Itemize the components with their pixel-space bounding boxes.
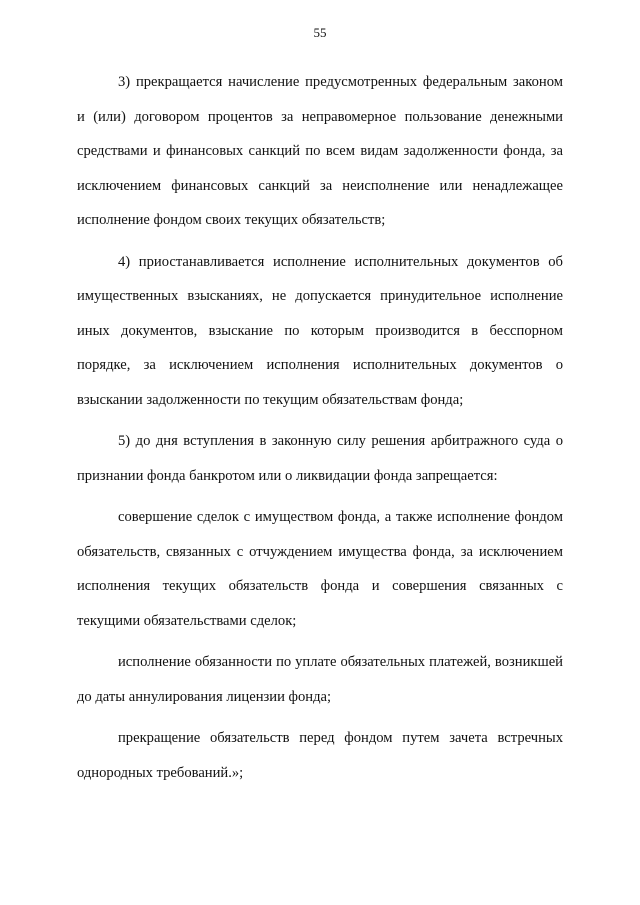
page-number: 55 [313,25,327,40]
paragraph-subitem-transactions: совершение сделок с имуществом фонда, а также исполнение фондом обязательств, связанных с отчуждением имущества фонда, за исключением исполнения текущих обязательств фонда и совершения связанных с текущими обязательствами сделок; [77,509,563,629]
document-body [77,65,563,790]
paragraph-subitem-payments: исполнение обязанности по уплате обязательных платежей, возникшей до даты аннулирования лицензии фонда; [77,654,563,705]
paragraph-item-5: 5) до дня вступления в законную силу решения арбитражного суда о признании фонда банкротом или о ликвидации фонда запрещается: [77,433,563,484]
paragraph-item-4: 4) приостанавливается исполнение исполнительных документов об имущественных взысканиях, не допускается принудительное исполнение иных документов, взыскание по которым производится в бесспорном порядке, за исключением исполнения исполнительных документов о взыскании задолженности по текущим обязательствам фонда; [77,253,563,408]
paragraph-item-3: 3) прекращается начисление предусмотренных федеральным законом и (или) договором процентов за неправомерное пользование денежными средствами и финансовых санкций по всем видам задолженности фонда, за исключением финансовых санкций за неисполнение или ненадлежащее исполнение фондом своих текущих обязательств; [77,74,563,228]
paragraph-subitem-offset: прекращение обязательств перед фондом путем зачета встречных однородных требований.»; [77,730,563,781]
